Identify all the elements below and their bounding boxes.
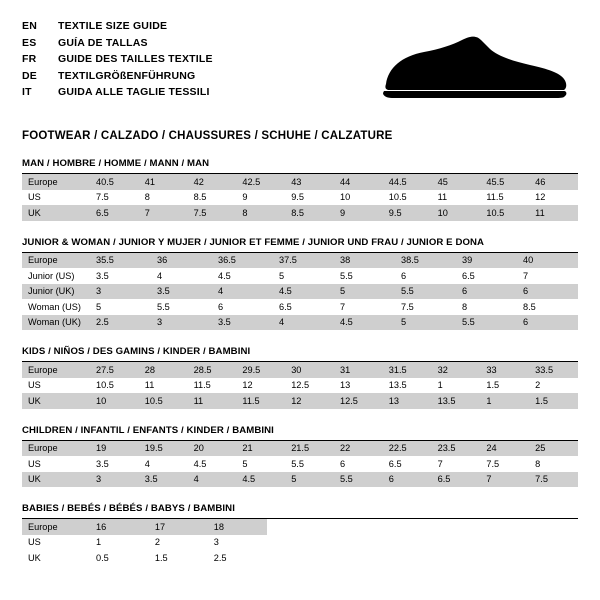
block-title: CHILDREN / INFANTIL / ENFANTS / KINDER / BAMBINI xyxy=(22,425,578,441)
cell: 13 xyxy=(383,393,432,409)
table-row xyxy=(22,284,578,300)
cell: 11 xyxy=(139,378,188,394)
cell: 2.5 xyxy=(90,315,151,331)
cell: 8.5 xyxy=(517,299,578,315)
language-code: IT xyxy=(22,86,32,98)
block-title: MAN / HOMBRE / HOMME / MANN / MAN xyxy=(22,158,578,174)
row-label: Europe xyxy=(22,519,90,535)
cell: 33.5 xyxy=(529,362,578,378)
size-table-man xyxy=(22,174,578,221)
cell: 6.5 xyxy=(456,268,517,284)
size-block-junior-woman xyxy=(22,237,578,331)
table-row xyxy=(22,362,578,378)
cell: 4.5 xyxy=(273,284,334,300)
cell: 5.5 xyxy=(334,268,395,284)
language-title: GUIDE DES TAILLES TEXTILE xyxy=(58,53,213,65)
cell: 37.5 xyxy=(273,253,334,269)
language-code: ES xyxy=(22,36,37,49)
cell: 8.5 xyxy=(188,190,237,206)
cell: 2.5 xyxy=(208,550,267,566)
cell: 12 xyxy=(529,190,578,206)
cell: 5.5 xyxy=(334,472,383,488)
cell: 7.5 xyxy=(395,299,456,315)
cell: 11.5 xyxy=(480,190,529,206)
cell: 3.5 xyxy=(151,284,212,300)
row-label: UK xyxy=(22,550,90,566)
cell: 6 xyxy=(383,472,432,488)
language-title: TEXTILE SIZE GUIDE xyxy=(58,20,168,32)
cell: 38 xyxy=(334,253,395,269)
row-label: Europe xyxy=(22,253,90,269)
cell: 21 xyxy=(236,441,285,457)
cell: 40 xyxy=(517,253,578,269)
cell: 6.5 xyxy=(432,472,481,488)
cell: 42.5 xyxy=(236,174,285,190)
cell: 6 xyxy=(395,268,456,284)
cell: 5 xyxy=(236,456,285,472)
size-table-children xyxy=(22,441,578,488)
cell: 9 xyxy=(334,205,383,221)
row-label: UK xyxy=(22,393,90,409)
cell: 19.5 xyxy=(139,441,188,457)
cell: 2 xyxy=(529,378,578,394)
cell: 7.5 xyxy=(188,205,237,221)
cell: 3 xyxy=(90,472,139,488)
cell: 32 xyxy=(432,362,481,378)
cell: 6.5 xyxy=(90,205,139,221)
cell: 23.5 xyxy=(432,441,481,457)
cell: 0.5 xyxy=(90,550,149,566)
cell: 9.5 xyxy=(285,190,334,206)
cell: 10.5 xyxy=(480,205,529,221)
cell: 31.5 xyxy=(383,362,432,378)
cell: 19 xyxy=(90,441,139,457)
row-label: Europe xyxy=(22,441,90,457)
cell: 5 xyxy=(334,284,395,300)
row-label: UK xyxy=(22,205,90,221)
cell: 43 xyxy=(285,174,334,190)
cell: 9 xyxy=(236,190,285,206)
cell: 5.5 xyxy=(151,299,212,315)
cell: 1.5 xyxy=(149,550,208,566)
cell: 21.5 xyxy=(285,441,334,457)
cell: 36.5 xyxy=(212,253,273,269)
cell: 11 xyxy=(529,205,578,221)
table-row xyxy=(22,299,578,315)
size-table-kids xyxy=(22,362,578,409)
cell: 27.5 xyxy=(90,362,139,378)
table-row xyxy=(22,378,578,394)
cell: 28.5 xyxy=(188,362,237,378)
cell: 6.5 xyxy=(273,299,334,315)
cell: 8 xyxy=(139,190,188,206)
cell: 6 xyxy=(517,315,578,331)
language-code: EN xyxy=(22,20,37,32)
cell: 1.5 xyxy=(480,378,529,394)
cell: 1.5 xyxy=(529,393,578,409)
dress-shoe-icon xyxy=(378,32,568,104)
cell: 5 xyxy=(90,299,151,315)
table-row xyxy=(22,550,267,566)
cell: 13.5 xyxy=(432,393,481,409)
cell: 12.5 xyxy=(285,378,334,394)
cell: 11.5 xyxy=(188,378,237,394)
cell: 7 xyxy=(432,456,481,472)
cell: 45.5 xyxy=(480,174,529,190)
document-header xyxy=(22,18,578,114)
cell: 31 xyxy=(334,362,383,378)
cell: 4 xyxy=(273,315,334,331)
cell: 13.5 xyxy=(383,378,432,394)
cell: 3 xyxy=(90,284,151,300)
row-label: US xyxy=(22,535,90,551)
cell: 11.5 xyxy=(236,393,285,409)
cell: 11 xyxy=(432,190,481,206)
block-title: KIDS / NIÑOS / DES GAMINS / KINDER / BAMBINI xyxy=(22,346,578,362)
cell: 4 xyxy=(151,268,212,284)
row-label: US xyxy=(22,456,90,472)
cell: 8.5 xyxy=(285,205,334,221)
cell: 12 xyxy=(285,393,334,409)
cell: 38.5 xyxy=(395,253,456,269)
footwear-section-title: FOOTWEAR / CALZADO / CHAUSSURES / SCHUHE / CALZATURE xyxy=(22,130,393,142)
cell: 12 xyxy=(236,378,285,394)
cell: 4 xyxy=(188,472,237,488)
language-code: FR xyxy=(22,53,37,65)
cell: 8 xyxy=(456,299,517,315)
cell: 18 xyxy=(208,519,267,535)
cell: 22 xyxy=(334,441,383,457)
row-label: Woman (UK) xyxy=(22,315,90,331)
cell: 1 xyxy=(480,393,529,409)
cell: 1 xyxy=(90,535,149,551)
size-block-kids xyxy=(22,346,578,409)
cell: 3.5 xyxy=(90,268,151,284)
row-label: Junior (UK) xyxy=(22,284,90,300)
size-block-babies xyxy=(22,503,578,566)
cell: 3.5 xyxy=(90,456,139,472)
cell: 3 xyxy=(208,535,267,551)
table-row xyxy=(22,174,578,190)
language-title: GUÍA DE TALLAS xyxy=(58,36,148,49)
cell: 4.5 xyxy=(212,268,273,284)
cell: 5 xyxy=(285,472,334,488)
cell: 10 xyxy=(90,393,139,409)
cell: 10.5 xyxy=(90,378,139,394)
language-title: TEXTILGRÖßENFÜHRUNG xyxy=(58,69,196,82)
table-row xyxy=(22,253,578,269)
row-label: US xyxy=(22,378,90,394)
cell: 13 xyxy=(334,378,383,394)
row-label: US xyxy=(22,190,90,206)
cell: 40.5 xyxy=(90,174,139,190)
table-row xyxy=(22,393,578,409)
cell: 9.5 xyxy=(383,205,432,221)
cell: 6 xyxy=(212,299,273,315)
cell: 45 xyxy=(432,174,481,190)
table-row xyxy=(22,535,267,551)
cell: 3.5 xyxy=(139,472,188,488)
size-block-man xyxy=(22,158,578,221)
table-row xyxy=(22,519,267,535)
cell: 7.5 xyxy=(90,190,139,206)
table-row xyxy=(22,315,578,331)
block-title: BABIES / BEBÉS / BÉBÉS / BABYS / BAMBINI xyxy=(22,503,578,519)
cell: 39 xyxy=(456,253,517,269)
table-row xyxy=(22,472,578,488)
table-row xyxy=(22,205,578,221)
cell: 29.5 xyxy=(236,362,285,378)
cell: 30 xyxy=(285,362,334,378)
cell: 28 xyxy=(139,362,188,378)
cell: 7 xyxy=(139,205,188,221)
row-label: Woman (US) xyxy=(22,299,90,315)
cell: 3 xyxy=(151,315,212,331)
cell: 5 xyxy=(273,268,334,284)
cell: 5 xyxy=(395,315,456,331)
cell: 8 xyxy=(236,205,285,221)
cell: 10 xyxy=(432,205,481,221)
cell: 20 xyxy=(188,441,237,457)
cell: 17 xyxy=(149,519,208,535)
cell: 6.5 xyxy=(383,456,432,472)
cell: 16 xyxy=(90,519,149,535)
row-label: Junior (US) xyxy=(22,268,90,284)
cell: 42 xyxy=(188,174,237,190)
table-row xyxy=(22,268,578,284)
cell: 3.5 xyxy=(212,315,273,331)
cell: 46 xyxy=(529,174,578,190)
cell: 10 xyxy=(334,190,383,206)
cell: 4.5 xyxy=(334,315,395,331)
table-row xyxy=(22,441,578,457)
cell: 10.5 xyxy=(139,393,188,409)
size-block-children xyxy=(22,425,578,488)
cell: 6 xyxy=(517,284,578,300)
language-code: DE xyxy=(22,69,37,82)
size-table-junior-woman xyxy=(22,253,578,331)
cell: 12.5 xyxy=(334,393,383,409)
cell: 6 xyxy=(456,284,517,300)
cell: 7 xyxy=(517,268,578,284)
cell: 25 xyxy=(529,441,578,457)
language-title: GUIDA ALLE TAGLIE TESSILI xyxy=(58,86,210,98)
cell: 44.5 xyxy=(383,174,432,190)
cell: 1 xyxy=(432,378,481,394)
cell: 8 xyxy=(529,456,578,472)
cell: 4.5 xyxy=(188,456,237,472)
size-table-babies xyxy=(22,519,267,566)
cell: 7 xyxy=(334,299,395,315)
cell: 41 xyxy=(139,174,188,190)
table-row xyxy=(22,456,578,472)
cell: 7 xyxy=(480,472,529,488)
cell: 4.5 xyxy=(236,472,285,488)
cell: 24 xyxy=(480,441,529,457)
cell: 5.5 xyxy=(285,456,334,472)
cell: 22.5 xyxy=(383,441,432,457)
table-row xyxy=(22,190,578,206)
cell: 4 xyxy=(139,456,188,472)
row-label: Europe xyxy=(22,174,90,190)
block-title: JUNIOR & WOMAN / JUNIOR Y MUJER / JUNIOR ET FEMME / JUNIOR UND FRAU / JUNIOR E DONA xyxy=(22,237,578,253)
cell: 6 xyxy=(334,456,383,472)
cell: 35.5 xyxy=(90,253,151,269)
cell: 5.5 xyxy=(456,315,517,331)
cell: 44 xyxy=(334,174,383,190)
row-label: Europe xyxy=(22,362,90,378)
cell: 7.5 xyxy=(480,456,529,472)
cell: 10.5 xyxy=(383,190,432,206)
cell: 4 xyxy=(212,284,273,300)
cell: 5.5 xyxy=(395,284,456,300)
cell: 2 xyxy=(149,535,208,551)
cell: 11 xyxy=(188,393,237,409)
cell: 7.5 xyxy=(529,472,578,488)
cell: 36 xyxy=(151,253,212,269)
row-label: UK xyxy=(22,472,90,488)
cell: 33 xyxy=(480,362,529,378)
